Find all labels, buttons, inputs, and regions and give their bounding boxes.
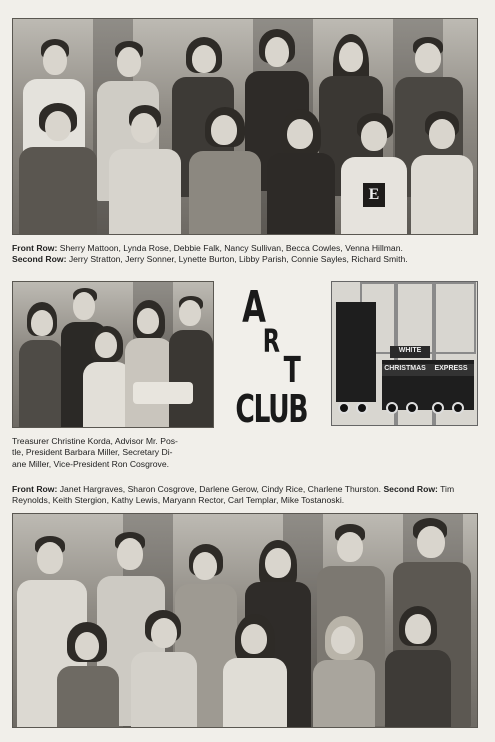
sign-christmas: CHRISTMAS (382, 364, 428, 376)
front-row-names: Janet Hargraves, Sharon Cosgrove, Darlene Gerow, Cindy Rice, Charlene Thurston. (59, 484, 382, 494)
group-photo-bottom (12, 513, 478, 728)
art-letter-t: T (283, 350, 301, 391)
person (337, 113, 411, 234)
second-row-names: Tim Reynolds, Keith Stergion, Kathy Lewis, Maryann Rector, Carl Templar, Mike Tostanoski. (12, 484, 455, 506)
second-row-names: Jerry Stratton, Jerry Sonner, Lynette Burton, Libby Parish, Connie Sayles, Richard Smith. (68, 254, 408, 265)
top-photo-caption (12, 243, 482, 266)
window-frame (360, 282, 476, 354)
person (219, 614, 291, 727)
person (127, 610, 201, 727)
sign-white: WHITE (390, 346, 430, 358)
person (309, 616, 379, 727)
officers-caption-line: Treasurer Christine Korda, Advisor Mr. Pos- (12, 436, 178, 446)
person (53, 622, 123, 727)
train-wheel (356, 402, 368, 414)
officers-caption (12, 436, 227, 470)
person (17, 302, 65, 427)
person (169, 296, 213, 427)
train-wheel (338, 402, 350, 414)
person (263, 109, 339, 234)
train-wheel (452, 402, 464, 414)
sweater-letter: E (363, 183, 385, 207)
group-photo-top (12, 18, 478, 235)
second-row-label: Second Row: (12, 254, 67, 265)
person (409, 111, 475, 234)
person (381, 606, 455, 727)
sign-express: EXPRESS (428, 364, 474, 376)
bottom-photo-caption (12, 484, 482, 507)
train-wheel (432, 402, 444, 414)
person (105, 105, 185, 234)
person (123, 300, 175, 427)
officers-caption-line: ane Miller, Vice-President Ron Cosgrove. (12, 458, 169, 469)
second-row-label: Second Row: (383, 484, 438, 494)
train-wheel (406, 402, 418, 414)
art-letter-a: A (242, 282, 266, 333)
train-car (336, 302, 376, 402)
christmas-window-photo (331, 281, 478, 426)
cake-table (133, 382, 193, 404)
train-wheel (386, 402, 398, 414)
club-word: CLUB (235, 387, 308, 431)
front-row-label: Front Row: (12, 484, 58, 494)
officers-caption-line: tle, President Barbara Miller, Secretary Di- (12, 447, 173, 458)
front-row-names: Sherry Mattoon, Lynda Rose, Debbie Falk, Nancy Sullivan, Becca Cowles, Venna Hillman. (59, 243, 403, 253)
person (15, 103, 101, 234)
person (185, 107, 265, 234)
art-letter-r: R (262, 322, 280, 360)
front-row-label: Front Row: (12, 243, 58, 253)
officers-photo (12, 281, 214, 428)
